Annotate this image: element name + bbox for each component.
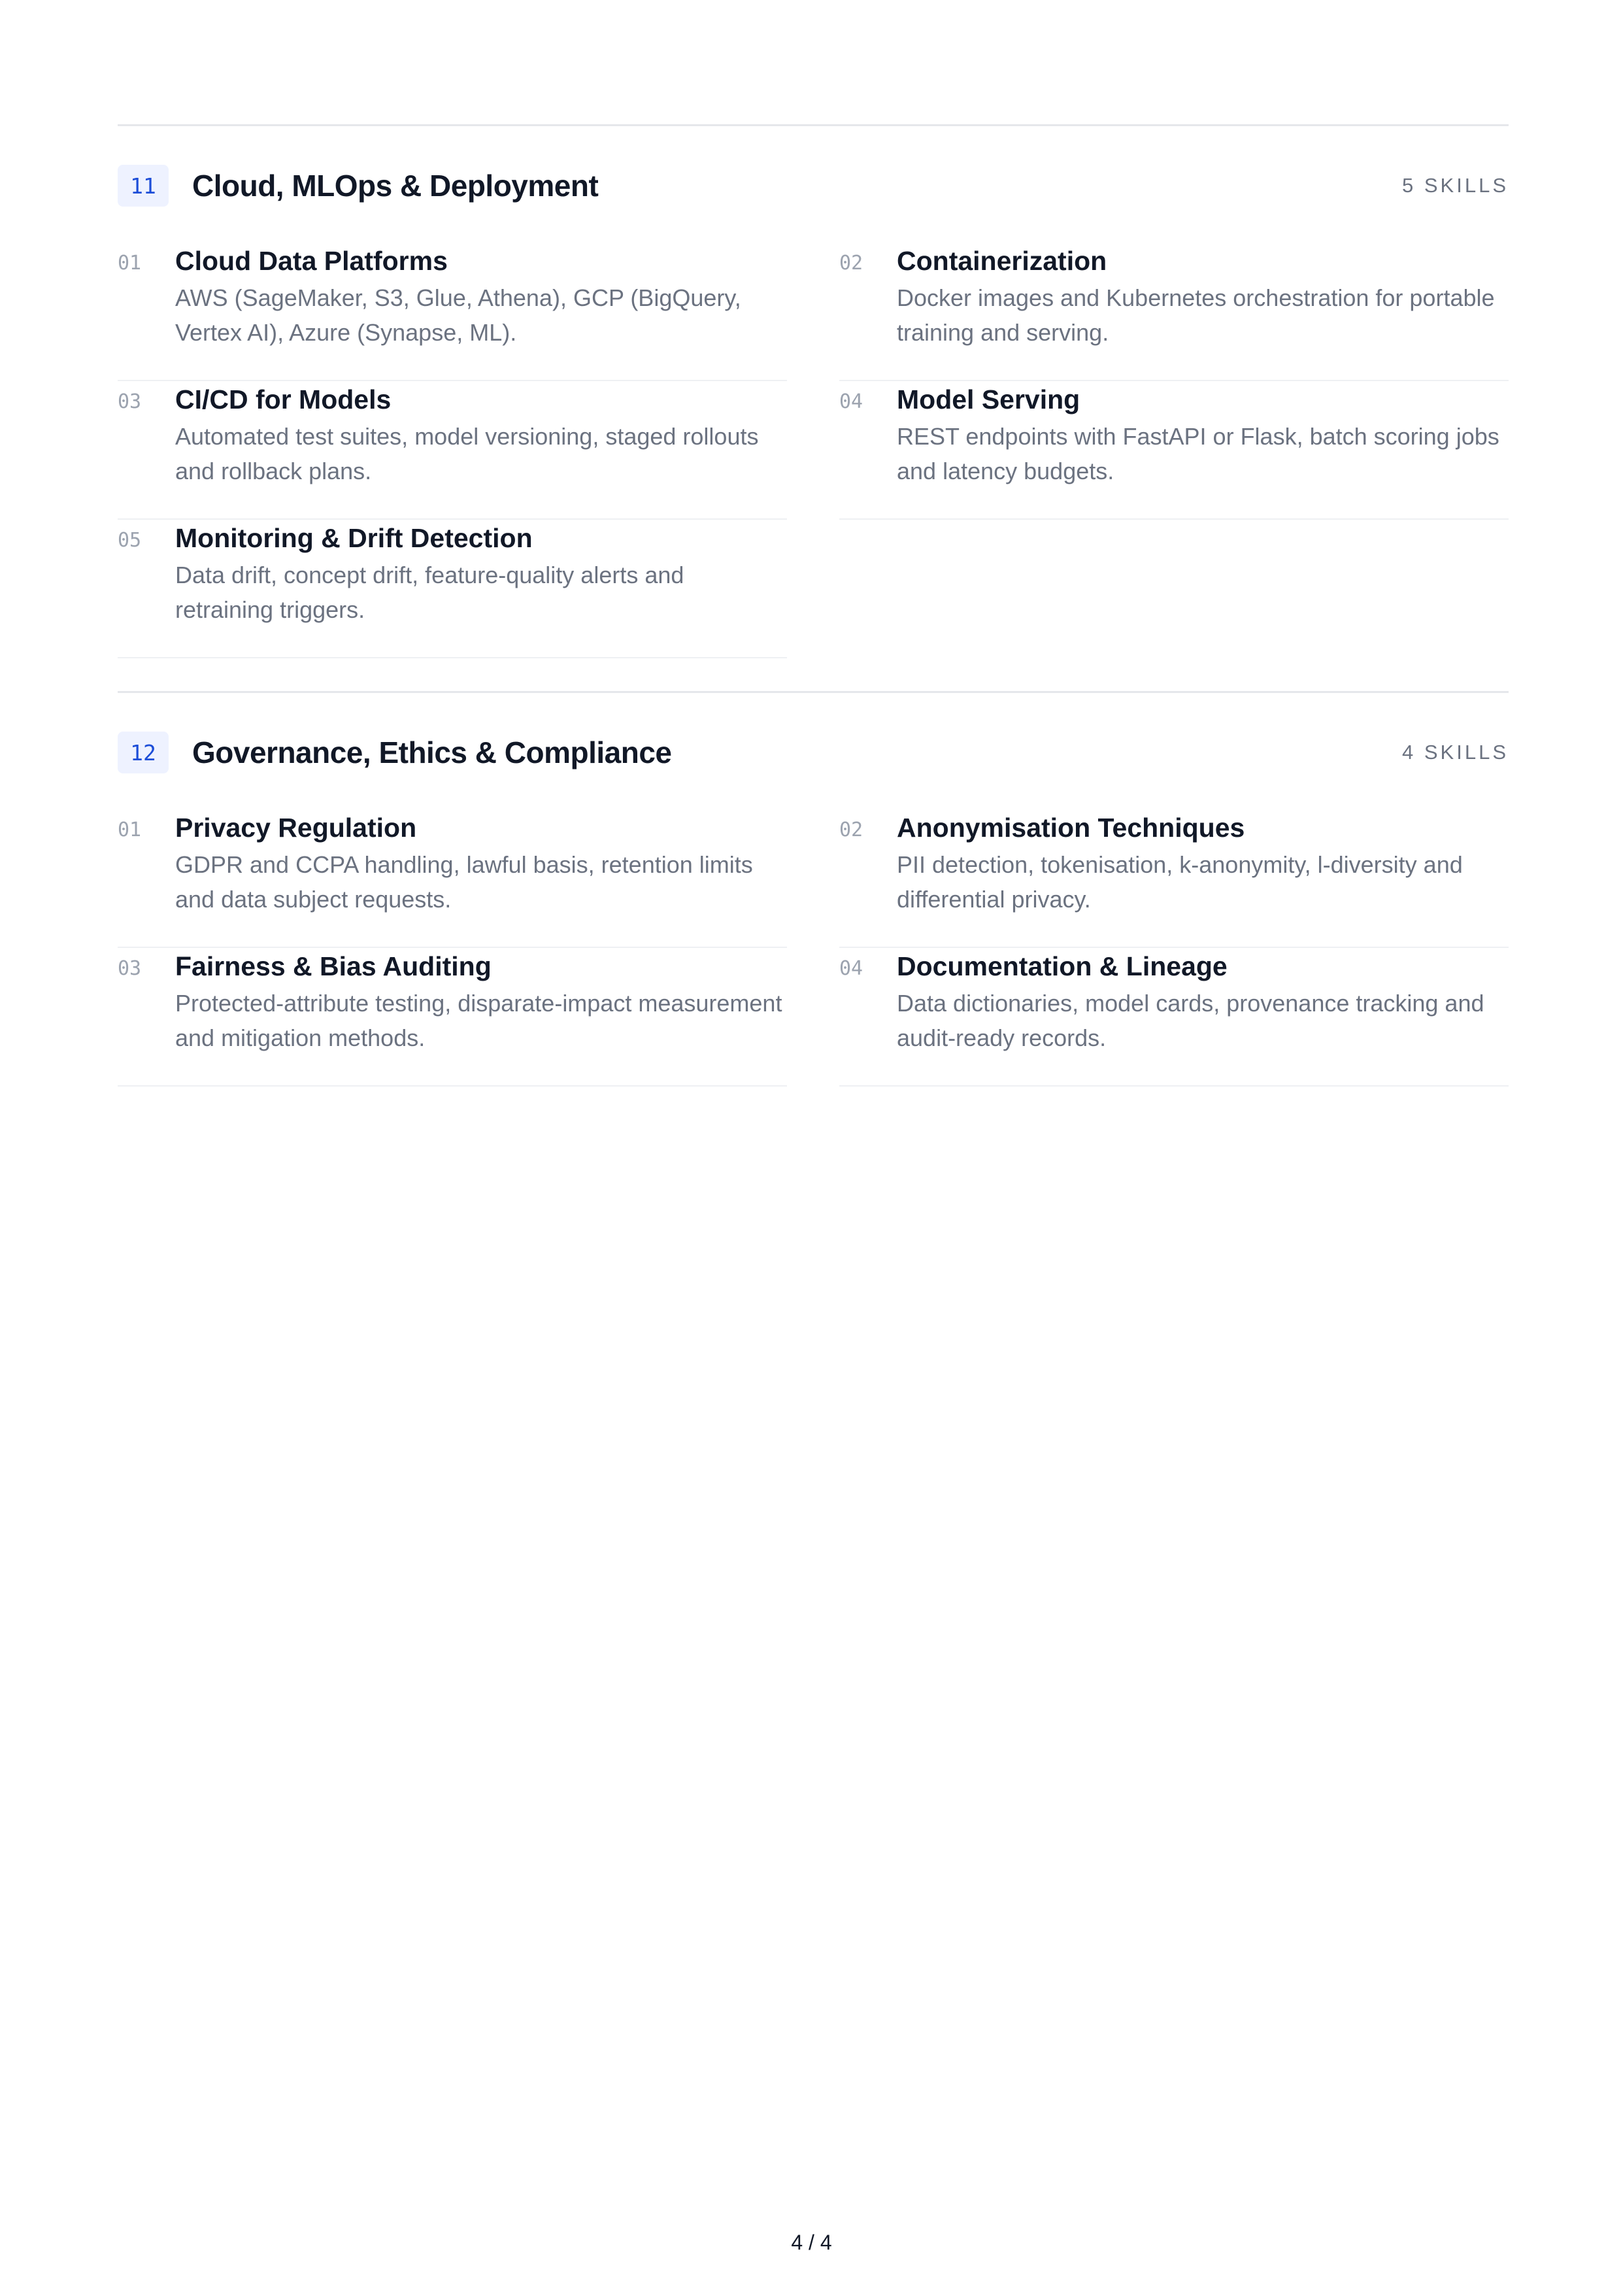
skill-item — [839, 809, 1509, 948]
skill-body — [175, 243, 787, 380]
skill-title: Fairness & Bias Auditing — [175, 951, 492, 981]
skill-number: 04 — [839, 957, 863, 980]
section-title: Cloud, MLOps & Deployment — [192, 169, 599, 203]
skill-item — [118, 520, 787, 658]
skill-title: Privacy Regulation — [175, 813, 417, 843]
skill-description: PII detection, tokenisation, k-anonymity, l-diversity and differential privacy. — [897, 851, 1463, 913]
skill-item — [118, 243, 787, 381]
skill-number: 03 — [118, 957, 142, 980]
section-header — [118, 731, 1509, 774]
skill-title: Documentation & Lineage — [897, 951, 1228, 981]
skill-body — [175, 381, 787, 518]
section-header-left — [118, 165, 598, 207]
skill-title: CI/CD for Models — [175, 384, 392, 414]
section-number-badge: 11 — [118, 165, 169, 207]
section-title: Governance, Ethics & Compliance — [192, 735, 672, 769]
skill-item — [118, 948, 787, 1087]
skill-number: 02 — [839, 819, 863, 841]
section-header — [118, 164, 1509, 207]
skill-count: 5 SKILLS — [1402, 174, 1509, 197]
skill-description: Docker images and Kubernetes orchestration for portable training and serving. — [897, 284, 1495, 346]
skill-item — [118, 381, 787, 520]
skill-grid — [118, 809, 1509, 1087]
skill-body — [175, 520, 787, 657]
skill-number: 03 — [118, 390, 142, 413]
skill-description: Protected-attribute testing, disparate-impact measurement and mitigation methods. — [175, 990, 782, 1051]
skill-description: Data dictionaries, model cards, provenance tracking and audit-ready records. — [897, 990, 1484, 1051]
skill-title: Cloud Data Platforms — [175, 246, 448, 276]
skill-number: 05 — [118, 529, 142, 552]
skill-title: Anonymisation Techniques — [897, 813, 1245, 843]
skill-body — [175, 948, 787, 1085]
skill-number: 02 — [839, 252, 863, 275]
skill-number: 01 — [118, 252, 142, 275]
page-content — [118, 124, 1509, 1119]
skill-number: 01 — [118, 819, 142, 841]
skill-description: Data drift, concept drift, feature-quality alerts and retraining triggers. — [175, 562, 684, 623]
section-header-left — [118, 732, 672, 773]
skill-title: Model Serving — [897, 384, 1080, 414]
skill-item — [839, 381, 1509, 520]
skill-description: REST endpoints with FastAPI or Flask, batch scoring jobs and latency budgets. — [897, 423, 1499, 484]
skill-body — [175, 809, 787, 947]
section-cloud-mlops — [118, 124, 1509, 658]
page-number: 4 / 4 — [791, 2231, 832, 2254]
skill-number: 04 — [839, 390, 863, 413]
section-number-badge: 12 — [118, 732, 169, 773]
section-governance — [118, 691, 1509, 1087]
skill-description: Automated test suites, model versioning, staged rollouts and rollback plans. — [175, 423, 759, 484]
skill-title: Containerization — [897, 246, 1107, 276]
skill-count: 4 SKILLS — [1402, 741, 1509, 764]
skill-item — [839, 243, 1509, 381]
skill-description: AWS (SageMaker, S3, Glue, Athena), GCP (BigQuery, Vertex AI), Azure (Synapse, ML). — [175, 284, 741, 346]
skill-body — [897, 381, 1509, 518]
skill-body — [897, 243, 1509, 380]
skill-body — [897, 948, 1509, 1085]
skill-item — [118, 809, 787, 948]
skill-title: Monitoring & Drift Detection — [175, 523, 533, 553]
skill-description: GDPR and CCPA handling, lawful basis, retention limits and data subject requests. — [175, 851, 753, 913]
skill-item — [839, 948, 1509, 1087]
skill-grid — [118, 243, 1509, 658]
skill-body — [897, 809, 1509, 947]
